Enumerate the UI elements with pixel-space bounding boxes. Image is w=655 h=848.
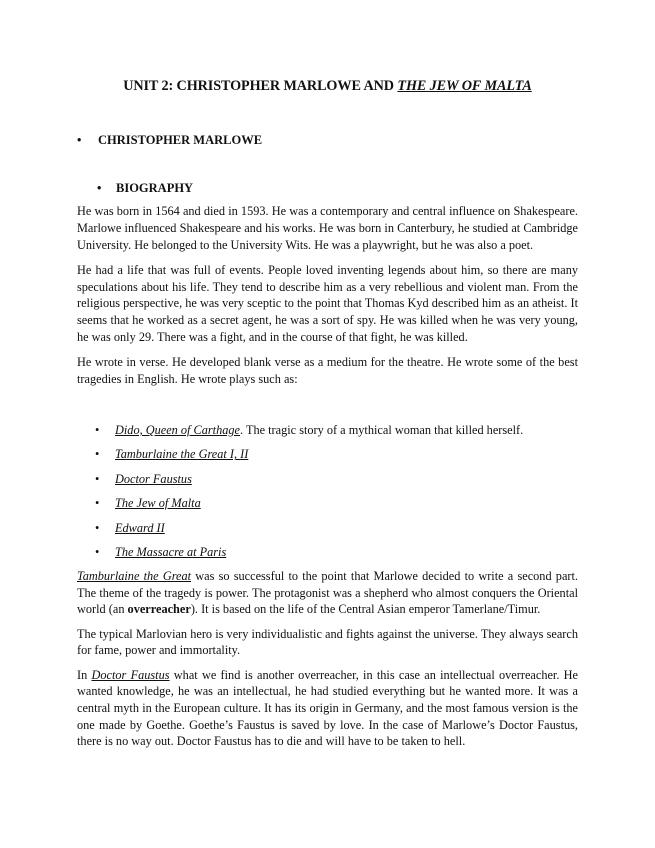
bullet-icon: •: [95, 496, 100, 511]
work-note: . The tragic story of a mythical woman that killed herself.: [240, 423, 524, 437]
work-title: Doctor Faustus: [115, 471, 192, 486]
paragraph: He was born in 1564 and died in 1593. He was a contemporary and central influence on Shakespeare. Marlowe influenced Shakespeare and his works. He was born in Canterbury, he studied at Cambridge University. He belonged to the University Wits. He was a playwright, but he was also a poet.: [77, 204, 578, 252]
bullet-icon: •: [77, 133, 82, 147]
tamburlaine-paragraph: [77, 568, 578, 618]
paragraph-text: was so successful to the point that Marlowe decided to write a second part. The theme of the tragedy is power. The protagonist was a shepherd who almost conquers the Oriental world (an: [77, 569, 578, 617]
subsection-heading-text: BIOGRAPHY: [116, 181, 194, 195]
bullet-icon: •: [95, 520, 100, 535]
work-title: The Jew of Malta: [115, 496, 201, 511]
bullet-icon: •: [95, 423, 100, 437]
work-title: Tamburlaine the Great: [77, 569, 192, 583]
paragraph-text: ). It is based on the life of the Central Asian emperor Tamerlane/Timur.: [190, 602, 541, 617]
paragraph-text: In: [77, 667, 92, 682]
discussion-text: [77, 568, 578, 750]
paragraph: He wrote in verse. He developed blank verse as a medium for the theatre. He wrote some of the best tragedies in English. He wrote plays such as:: [77, 355, 578, 387]
page-title: [0, 78, 655, 95]
bullet-icon: •: [95, 447, 100, 462]
biography-text: [77, 203, 578, 388]
section-heading-text: CHRISTOPHER MARLOWE: [98, 133, 263, 147]
bullet-icon: •: [95, 544, 100, 559]
hero-paragraph: The typical Marlovian hero is very individualistic and fights against the universe. They always search for fame, power and immortality.: [77, 626, 578, 658]
faustus-paragraph: [77, 667, 578, 751]
title-prefix: UNIT 2: CHRISTOPHER MARLOWE AND: [123, 78, 398, 94]
paragraph: He had a life that was full of events. People loved inventing legends about him, so there are many speculations about his life. They tend to describe him as a very rebellious and violent man. From the religious perspective, he was very sceptic to the point that Thomas Kyd described him as an atheist. It seems that he worked as a secret agent, he was a sort of spy. He was killed when he was very young, he was only 29. There was a fight, and in the course of that fight, he was killed.: [77, 262, 578, 345]
title-italic: THE JEW OF MALTA: [397, 78, 532, 94]
bullet-icon: •: [95, 471, 100, 486]
work-title: The Massacre at Paris: [115, 544, 227, 559]
paragraph-text: what we find is another overreacher, in this case an intellectual overreacher. He wanted knowledge, he was an intellectual, he had studied everything but he wanted more. It was a central myth in the European culture. It has its origin in Germany, and the most famous version is the one made by Goethe. Goethe’s Faustus is saved by love. In the case of Marlowe’s Doctor Faustus, there is no way out. Doctor Faustus has to die and will have to be taken to hell.: [77, 667, 579, 749]
work-title: Dido, Queen of Carthage: [115, 423, 241, 437]
bullet-icon: •: [97, 181, 102, 195]
work-title: Tamburlaine the Great I, II: [115, 447, 249, 462]
work-title: Doctor Faustus: [91, 667, 170, 682]
key-term: overreacher: [127, 602, 191, 617]
work-title: Edward II: [115, 520, 165, 535]
